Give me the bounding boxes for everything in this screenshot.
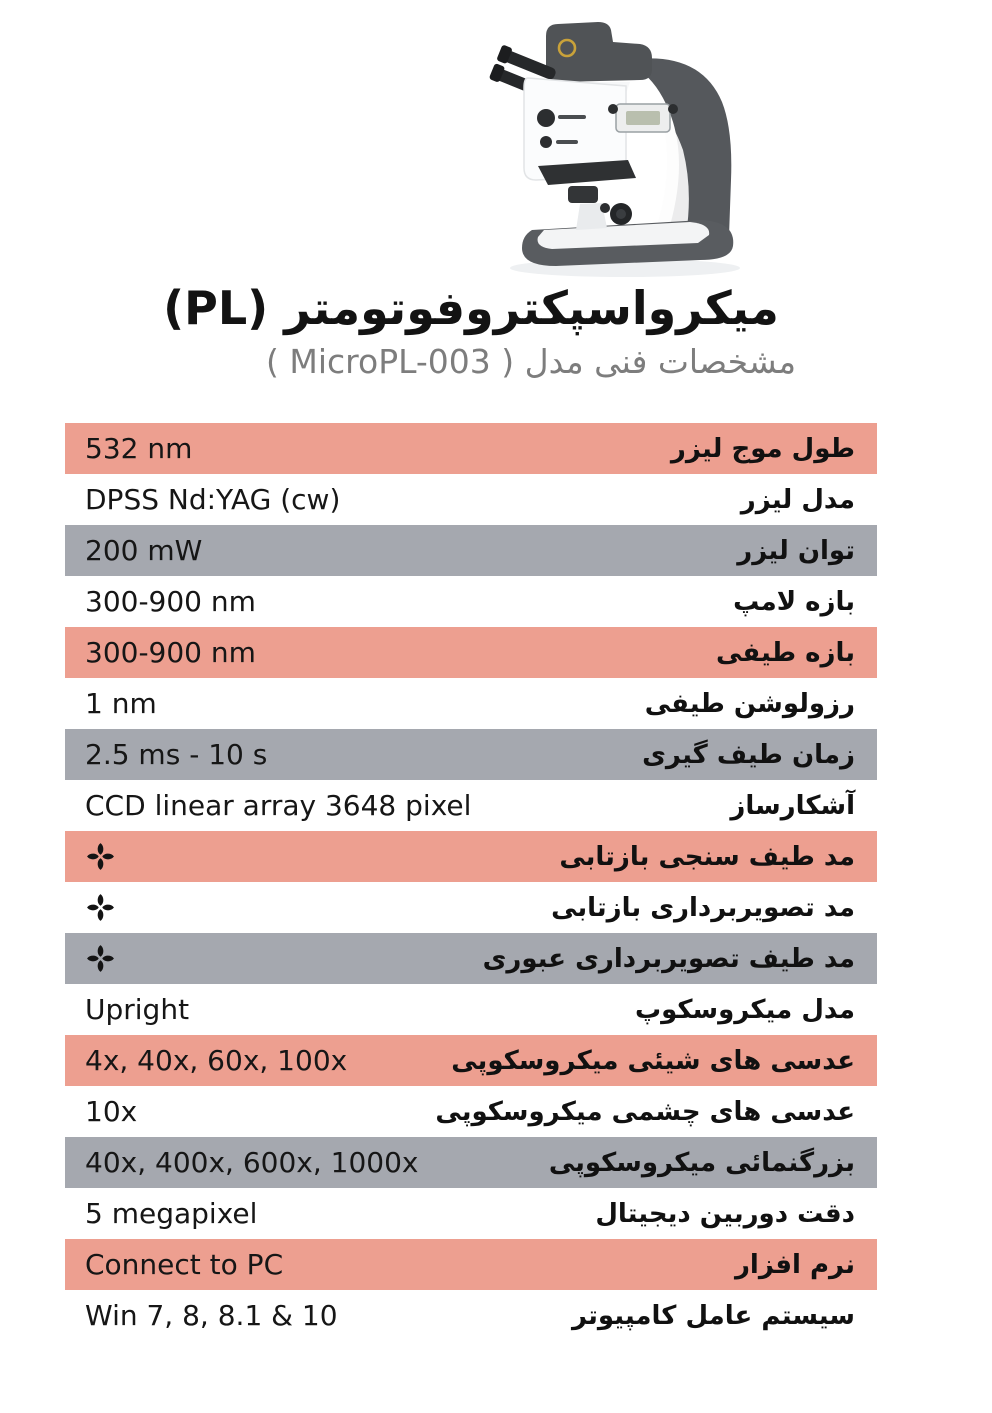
spec-label: طول موج لیزر (670, 433, 855, 464)
spec-label: عدسی های چشمی میکروسکوپی (435, 1096, 855, 1127)
spec-value: Win 7, 8, 8.1 & 10 (85, 1299, 338, 1332)
spec-label: بازه طیفی (715, 637, 855, 668)
spec-value: Connect to PC (85, 1248, 284, 1281)
table-row (65, 627, 877, 678)
table-row (65, 474, 877, 525)
table-row (65, 1239, 877, 1290)
spec-value: 532 nm (85, 432, 193, 465)
spec-label: آشکارساز (730, 790, 855, 821)
table-row (65, 1137, 877, 1188)
table-row (65, 933, 877, 984)
spec-value: 10x (85, 1095, 138, 1128)
spec-value: 1 nm (85, 687, 157, 720)
table-row (65, 1188, 877, 1239)
spec-value: DPSS Nd:YAG (cw) (85, 483, 341, 516)
four-petal-flower-icon (85, 943, 116, 974)
spec-label: سیستم عامل کامپیوتر (571, 1300, 855, 1331)
table-row (65, 576, 877, 627)
spec-label: زمان طیف گیری (642, 739, 855, 770)
spec-value: Upright (85, 993, 190, 1026)
spec-label: عدسی های شیئی میکروسکوپی (451, 1045, 855, 1076)
mode-supported-cell (85, 841, 116, 872)
spec-label: بازه لامپ (733, 586, 855, 617)
table-row (65, 984, 877, 1035)
product-image-microscope (430, 8, 790, 288)
microscope-illustration (430, 8, 790, 288)
spec-label: مدل لیزر (740, 484, 855, 515)
spec-value: 300-900 nm (85, 585, 256, 618)
table-row (65, 423, 877, 474)
spec-label: مد تصویربرداری بازتابی (551, 892, 855, 923)
spec-label: نرم افزار (734, 1249, 855, 1280)
table-row (65, 882, 877, 933)
spec-value: 200 mW (85, 534, 203, 567)
page-title: میکرواسپکتروفوتومتر (PL) (163, 281, 779, 335)
table-row (65, 525, 877, 576)
table-row (65, 1086, 877, 1137)
spec-label: مدل میکروسکوپ (634, 994, 855, 1025)
four-petal-flower-icon (85, 841, 116, 872)
spec-value: CCD linear array 3648 pixel (85, 789, 472, 822)
spec-value: 5 megapixel (85, 1197, 258, 1230)
header (65, 280, 877, 381)
table-row (65, 780, 877, 831)
four-petal-flower-icon (85, 892, 116, 923)
table-row (65, 678, 877, 729)
page-subtitle: مشخصات فنی مدل ( MicroPL-003 ) (266, 341, 796, 381)
spec-label: رزولوشن طیفی (644, 688, 855, 719)
spec-value: 300-900 nm (85, 636, 256, 669)
table-row (65, 831, 877, 882)
mode-supported-cell (85, 943, 116, 974)
spec-label: بزرگنمائی میکروسکوپی (548, 1147, 855, 1178)
spec-table (65, 423, 877, 1341)
spec-label: مد طیف سنجی بازتابی (559, 841, 855, 872)
spec-value: 4x, 40x, 60x, 100x (85, 1044, 348, 1077)
table-row (65, 1035, 877, 1086)
spec-value: 2.5 ms - 10 s (85, 738, 268, 771)
table-row (65, 729, 877, 780)
mode-supported-cell (85, 892, 116, 923)
spec-label: توان لیزر (737, 535, 855, 566)
table-row (65, 1290, 877, 1341)
spec-value: 40x, 400x, 600x, 1000x (85, 1146, 419, 1179)
spec-label: دقت دوربین دیجیتال (595, 1198, 855, 1229)
spec-label: مد طیف تصویربرداری عبوری (482, 943, 855, 974)
